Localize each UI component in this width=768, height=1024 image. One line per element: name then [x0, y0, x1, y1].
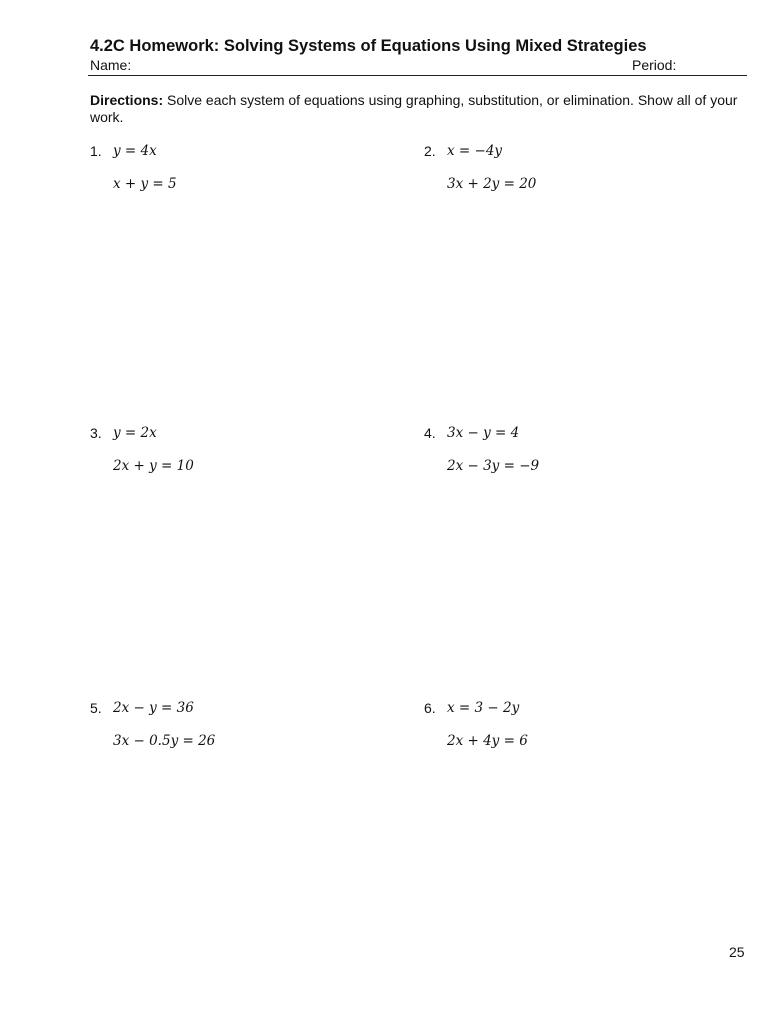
equation-1: 2x − y = 36 — [113, 700, 194, 716]
equation-2: 3x − 0.5y = 26 — [113, 733, 216, 749]
equation-2: 3x + 2y = 20 — [447, 176, 537, 192]
directions-label: Directions: — [90, 92, 164, 108]
equation-2: 2x + 4y = 6 — [447, 733, 528, 749]
problem-number: 2. — [424, 143, 436, 159]
equation-1: x = 3 − 2y — [447, 700, 520, 716]
directions — [90, 92, 740, 126]
equation-1: 3x − y = 4 — [447, 425, 520, 441]
directions-text: Solve each system of equations using graphing, substitution, or elimination. Show all of your work. — [90, 92, 738, 125]
equation-2: 2x + y = 10 — [113, 458, 194, 474]
header-divider — [88, 75, 747, 76]
problem-number: 5. — [90, 700, 102, 716]
problem-number: 6. — [424, 700, 436, 716]
page-number: 25 — [729, 944, 745, 960]
equation-1: y = 4x — [113, 143, 157, 159]
name-label: Name: — [90, 57, 132, 73]
worksheet-title: 4.2C Homework: Solving Systems of Equations Using Mixed Strategies — [90, 37, 647, 55]
problem-number: 4. — [424, 425, 436, 441]
equation-2: 2x − 3y = −9 — [447, 458, 540, 474]
equation-1: x = −4y — [447, 143, 503, 159]
period-label: Period: — [632, 57, 677, 73]
problem-number: 1. — [90, 143, 102, 159]
equation-1: y = 2x — [113, 425, 157, 441]
equation-2: x + y = 5 — [113, 176, 177, 192]
problem-number: 3. — [90, 425, 102, 441]
